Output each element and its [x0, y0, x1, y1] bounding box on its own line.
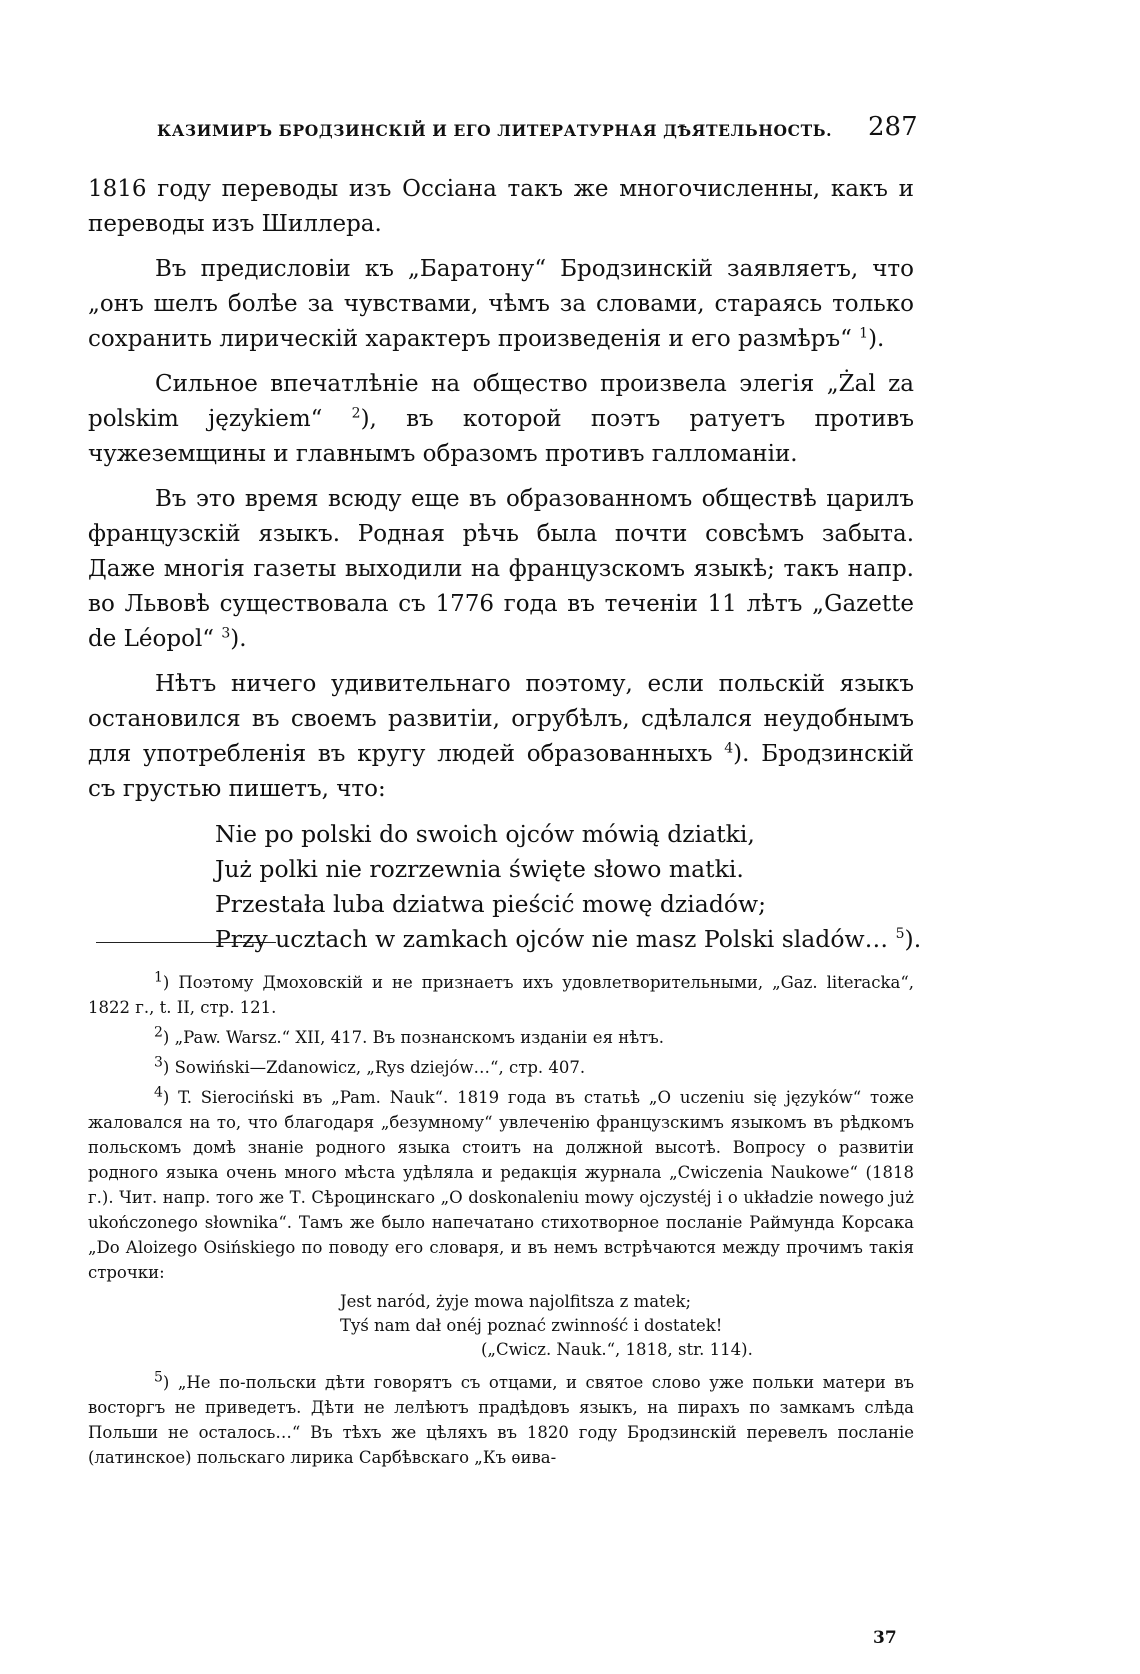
- footnote-4-text: ) T. Sierociński въ „Pam. Nauk“. 1819 года въ статьѣ „O uczeniu się języków“ тоже жаловался на то, что благодаря „безумному“ увлеченію французскимъ языкомъ въ рѣдкомъ польскомъ домѣ знаніе родного языка стоитъ на должной высотѣ. Вопросу о развитіи родного языка очень много мѣста удѣляла и редакція журнала „Cwiczenia Naukowe“ (1818 г.). Чит. напр. того же Т. Сѣроцинскаго „O doskonaleniu mowy ojczystéj i o układzie nowego już ukończonego słownika“. Тамъ же было напечатано стихотворное посланіе Раймунда Корсака „Do Aloizego Osińskiego по поводу его словаря, и въ немъ встрѣчаются между прочимъ такія строчки:: [88, 1088, 914, 1282]
- paragraph-4-text-b: ).: [230, 626, 247, 652]
- footnote-verse-line: Tyś nam dał onéj poznać zwinność i dostatek!: [340, 1316, 723, 1335]
- footnote-verse-line: Jest naród, żyje mowa najolfitsza z matek;: [340, 1292, 692, 1311]
- verse-line-last: [215, 922, 922, 957]
- paragraph-4-text-a: Въ это время всюду еще въ образованномъ обществѣ царилъ французскій языкъ. Родная рѣчь была почти совсѣмъ забыта. Даже многія газеты выходили на французскомъ языкѣ; такъ напр. во Львовѣ существовала съ 1776 года въ теченіи 11 лѣтъ „Gazette de Léopol“: [88, 486, 914, 652]
- footnote-5: [88, 1370, 914, 1470]
- verse-tail: ).: [904, 925, 922, 953]
- footnote-ref-3: 3: [221, 625, 231, 642]
- footnotes: [88, 970, 914, 1475]
- footnote-ref-2: 2: [351, 405, 361, 422]
- paragraph-3-text-a: Сильное впечатлѣніе на общество произвела элегія „Żal za polskim językiem“: [88, 371, 914, 432]
- verse-line: Przestała luba dziatwa pieścić mowę dziadów;: [215, 890, 767, 918]
- main-text: [88, 172, 922, 957]
- verse-quote: [215, 817, 922, 957]
- footnote-4-number: 4: [154, 1084, 163, 1101]
- footnote-ref-4: 4: [724, 740, 734, 757]
- paragraph-1: [88, 172, 914, 242]
- paragraph-5-text-b: ). Бродзинскій съ грустью пишетъ, что:: [88, 741, 915, 802]
- paragraph-2-tail: ).: [868, 326, 885, 352]
- footnote-3-number: 3: [154, 1054, 163, 1071]
- footnote-4: [88, 1085, 914, 1285]
- footnote-2: [88, 1025, 914, 1050]
- paragraph-2: [88, 252, 914, 357]
- paragraph-5-text-a: Нѣтъ ничего удивительнаго поэтому, если польскій языкъ остановился въ своемъ развитіи, огрубѣлъ, сдѣлался неудобнымъ для употребленія въ кругу людей образованныхъ: [88, 671, 914, 767]
- verse-line: Już polki nie rozrzewnia święte słowo matki.: [215, 855, 744, 883]
- paragraph-3: [88, 367, 914, 472]
- paragraph-1-text: 1816 году переводы изъ Оссіана такъ же многочисленны, какъ и переводы изъ Шиллера.: [88, 176, 914, 237]
- footnote-5-number: 5: [154, 1369, 163, 1386]
- paragraph-3-text-b: ), въ которой поэтъ ратуетъ противъ чужеземщины и главнымъ образомъ противъ галломаніи.: [88, 406, 914, 467]
- running-title: КАЗИМИРЪ БРОДЗИНСКІЙ И ЕГО ЛИТЕРАТУРНАЯ ДѢЯТЕЛЬНОСТЬ.: [157, 121, 833, 140]
- signature-mark: 37: [873, 1628, 897, 1648]
- footnote-1: [88, 970, 914, 1020]
- paragraph-2-text: Въ предисловіи къ „Баратону“ Бродзинскій заявляетъ, что „онъ шелъ болѣе за чувствами, чѣмъ за словами, стараясь только сохранить лирическій характеръ произведенія и его размѣръ“: [88, 256, 914, 352]
- footnote-verse-source: („Cwicz. Nauk.“, 1818, str. 114).: [481, 1340, 753, 1359]
- footnote-2-text: ) „Paw. Warsz.“ XII, 417. Въ познанскомъ изданіи ея нѣтъ.: [162, 1028, 665, 1047]
- footnote-5-text: ) „Не по-польски дѣти говорятъ съ отцами, и святое слово уже польки матери въ восторгъ не приведетъ. Дѣти не лелѣютъ прадѣдовъ языкъ, на пирахъ по замкамъ слѣда Польши не осталось…“ Въ тѣхъ же цѣляхъ въ 1820 году Бродзинскій перевелъ посланіе (латинское) польскаго лирика Сарбѣвскаго „Къ ѳива-: [88, 1373, 914, 1467]
- verse-line-text: Przy ucztach w zamkach ojców nie masz Polski sladów…: [215, 925, 889, 953]
- footnote-ref-1: 1: [859, 325, 869, 342]
- footnote-ref-5: 5: [895, 926, 905, 943]
- footnote-3: [88, 1055, 914, 1080]
- footnote-2-number: 2: [154, 1024, 163, 1041]
- verse-line: Nie po polski do swoich ojców mówią dziatki,: [215, 820, 755, 848]
- footnote-divider: [96, 942, 276, 943]
- footnote-4-verse: [88, 1290, 914, 1362]
- footnote-1-text: ) Поэтому Дмоховскій и не признаетъ ихъ удовлетворительными, „Gaz. literacka“, 1822 г., t. II, стр. 121.: [88, 973, 914, 1017]
- footnote-1-number: 1: [154, 969, 163, 986]
- footnote-3-text: ) Sowiński—Zdanowicz, „Rys dziejów…“, стр. 407.: [162, 1058, 586, 1077]
- paragraph-4: [88, 482, 914, 657]
- paragraph-5: [88, 667, 914, 807]
- page-number: 287: [868, 112, 918, 142]
